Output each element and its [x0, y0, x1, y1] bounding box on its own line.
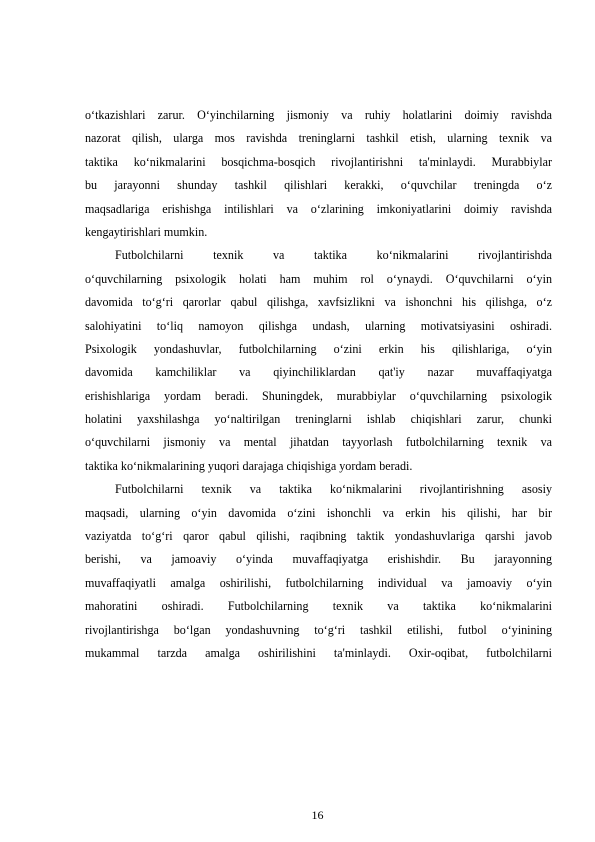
text-line: davomida to‘g‘ri qarorlar qabul qilishga, xavfsizlikni va ishonchni his qilishga, o‘z [85, 295, 552, 310]
text-line: erishishlariga yordam beradi. Shuningdek, murabbiylar o‘quvchilarning psixologik [85, 388, 552, 403]
text-line: maqsadlariga erishishga intilishlari va o‘zlarining imkoniyatlarini doimiy ravishda [85, 201, 552, 216]
text-line: o‘quvchilarning psixologik holati ham muhim rol o‘ynaydi. O‘quvchilarni o‘yin [85, 271, 552, 286]
text-line: berishi, va jamoaviy o‘yinda muvaffaqiyatga erishishdir. Bu jarayonning [85, 552, 552, 567]
text-line: salohiyatini to‘liq namoyon qilishga undash, ularning motivatsiyasini oshiradi. [85, 318, 552, 333]
text-line: taktika ko‘nikmalarining yuqori darajaga chiqishiga yordam beradi. [85, 458, 413, 473]
text-line: Futbolchilarni texnik va taktika ko‘nikmalarini rivojlantirishda [115, 248, 552, 263]
text-line: davomida kamchiliklar va qiyinchiliklardan qat'iy nazar muvaffaqiyatga [85, 365, 552, 380]
text-line: holatini yaxshilashga yo‘naltirilgan treninglarni ishlab chiqishlari zarur, chunki [85, 412, 552, 427]
text-line: bu jarayonni shunday tashkil qilishlari kerakki, o‘quvchilar treningda o‘z [85, 178, 552, 193]
text-line: Futbolchilarni texnik va taktika ko‘nikmalarini rivojlantirishning asosiy [115, 482, 552, 497]
text-line: maqsadi, ularning o‘yin davomida o‘zini ishonchli va erkin his qilishi, har bir [85, 505, 552, 520]
page-number: 16 [311, 808, 324, 822]
text-line: muvaffaqiyatli amalga oshirilishi, futbolchilarning individual va jamoaviy o‘yin [85, 575, 552, 590]
text-line: o‘quvchilarni jismoniy va mental jihatdan tayyorlash futbolchilarning texnik va [85, 435, 552, 450]
text-line: o‘tkazishlari zarur. O‘yinchilarning jismoniy va ruhiy holatlarini doimiy ravishda [85, 108, 552, 122]
text-line: taktika ko‘nikmalarini bosqichma-bosqich rivojlantirishni ta'minlaydi. Murabbiylar [85, 154, 552, 169]
text-line: mukammal tarzda amalga oshirilishini ta'minlaydi. Oxir-oqibat, futbolchilarni [85, 645, 552, 660]
text-line: rivojlantirishga bo‘lgan yondashuvning to‘g‘ri tashkil etilishi, futbol o‘yinining [85, 622, 552, 637]
text-line: nazorat qilish, ularga mos ravishda treninglarni tashkil etish, ularning texnik va [85, 131, 552, 146]
body-text [85, 104, 552, 665]
text-line: vaziyatda to‘g‘ri qaror qabul qilishi, raqibning taktik yondashuvlariga qarshi javob [85, 529, 552, 544]
text-line: Psixologik yondashuvlar, futbolchilarning o‘zini erkin his qilishlariga, o‘yin [85, 341, 552, 356]
text-line: kengaytirishlari mumkin. [85, 224, 208, 239]
text-line: mahoratini oshiradi. Futbolchilarning texnik va taktika ko‘nikmalarini [85, 599, 552, 614]
